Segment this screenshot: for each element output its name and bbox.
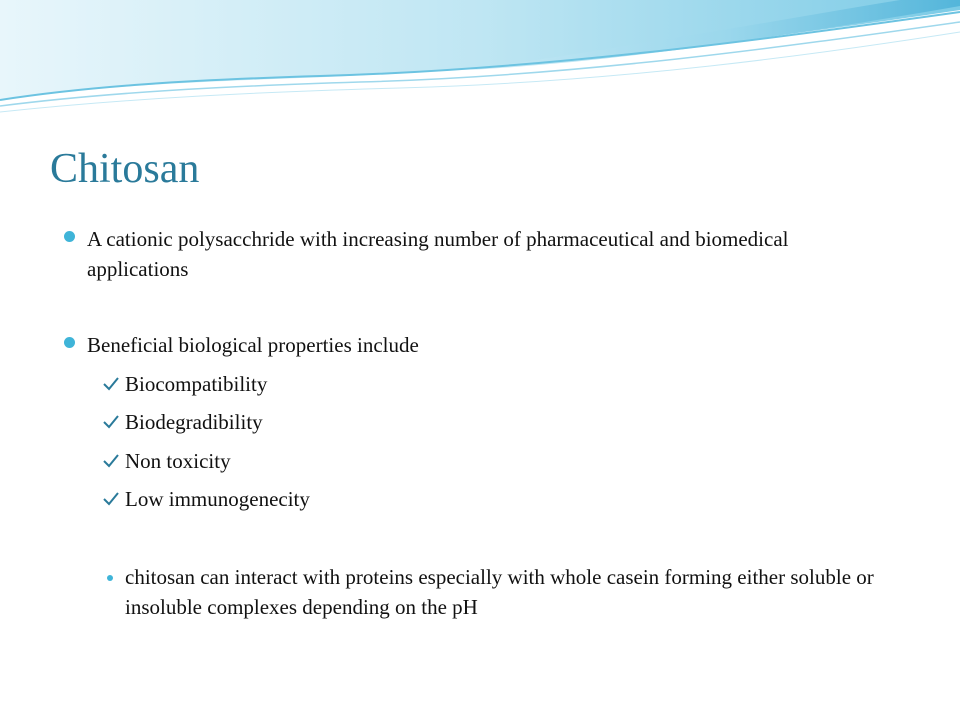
check-text: Non toxicity (125, 449, 231, 473)
bullet-text: Beneficial biological properties include (87, 333, 419, 357)
check-text: Low immunogenecity (125, 487, 310, 511)
sub-bullet-text: chitosan can interact with proteins especially with whole casein forming either soluble or insoluble complexes depending on the pH (125, 565, 874, 619)
header-wave-decoration (0, 0, 960, 120)
checkmark-icon (103, 377, 119, 391)
checkmark-icon (103, 454, 119, 468)
sub-bullet-dot-icon (107, 575, 113, 581)
bullet-dot-icon (64, 231, 75, 242)
slide-title: Chitosan (50, 146, 200, 192)
bullet-dot-icon (64, 337, 75, 348)
check-text: Biodegradibility (125, 410, 263, 434)
bullet-text: A cationic polysacchride with increasing number of pharmaceutical and biomedical applications (87, 227, 789, 281)
checkmark-icon (103, 415, 119, 429)
checkmark-icon (103, 492, 119, 506)
check-text: Biocompatibility (125, 372, 268, 396)
